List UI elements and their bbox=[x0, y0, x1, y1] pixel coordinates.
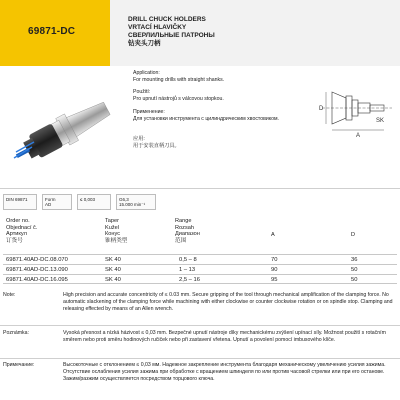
note-text-cz: Vysoká přesnost a nízká házivost ≤ 0,03 mm. Bezpečné upnutí nástroje díky mechanickému zvýšení upínací síly. Možnost použití s rotačním směrem nebo proti směru hodinových ručiček nebo při zastavení vřetena. Upnutí a povolení pomocí imbusového klíče. bbox=[63, 330, 386, 344]
note-label-en: Note: bbox=[3, 292, 16, 298]
desc-text-cn: 用于安装直柄刀具。 bbox=[133, 143, 180, 149]
header-order-ru: Артикул bbox=[6, 231, 27, 237]
form-badge-line1: Form bbox=[45, 197, 56, 202]
cell-a: 95 bbox=[271, 277, 278, 283]
header-range bbox=[175, 218, 200, 253]
title-ru: СВЕРЛИЛЬНЫЕ ПАТРОНЫ bbox=[128, 32, 215, 39]
runout-badge bbox=[77, 194, 111, 210]
table-row bbox=[3, 264, 397, 274]
balance-badge-line1: G6,3 bbox=[119, 197, 129, 202]
standard-badge-text: DIN 69871 bbox=[6, 197, 28, 202]
header-range-cz: Rozsah bbox=[175, 224, 194, 231]
header-order-cz: Objednací č. bbox=[6, 224, 38, 231]
header-range-cn: 范围 bbox=[175, 237, 187, 244]
balance-badge bbox=[116, 194, 156, 210]
product-code: 69871-DC bbox=[28, 26, 76, 37]
cell-range: 2,5 – 16 bbox=[179, 277, 200, 283]
standard-badge bbox=[3, 194, 37, 210]
header-order bbox=[6, 218, 37, 253]
product-photo bbox=[8, 84, 126, 174]
header-taper-en: Taper bbox=[105, 218, 119, 224]
header-range-ru: Диапазон bbox=[175, 231, 200, 237]
note-label-ru: Примечание: bbox=[3, 362, 35, 368]
cell-range: 0,5 – 8 bbox=[179, 257, 197, 263]
header-taper-ru: Конус bbox=[105, 231, 120, 237]
cell-order: 69871.40AD-DC.16.095 bbox=[6, 277, 68, 283]
note-label-cz: Poznámka: bbox=[3, 330, 29, 336]
balance-badge-line2: 15.000 min⁻¹ bbox=[119, 202, 146, 207]
desc-text-cz: Pro upnutí nástrojů s válcovou stopkou. bbox=[133, 96, 224, 102]
order-table bbox=[3, 218, 397, 290]
drawing-label-d: D bbox=[319, 106, 324, 112]
note-text-ru: Высокоточные с отклонением ≤ 0,03 мм. Надежное закрепление инструмента благодаря механическому увеличению усилия зажима. Отсутствие ослабления усилия зажима при обработке с вращением шпинделя по или против часовой стрелки или при его останове. Зажим/разжим осуществляется посредством торцового ключа. bbox=[63, 362, 386, 383]
desc-label-ru: Применение: bbox=[133, 109, 165, 115]
runout-badge-text: ≤ 0,003 bbox=[80, 197, 95, 202]
cell-d: 50 bbox=[351, 277, 358, 283]
cell-order: 69871.40AD-DC.08.070 bbox=[6, 257, 68, 263]
divider-top bbox=[0, 188, 400, 189]
cell-d: 50 bbox=[351, 267, 358, 273]
cell-taper: SK 40 bbox=[105, 277, 121, 283]
cell-a: 70 bbox=[271, 257, 278, 263]
header-taper-cz: Kužel bbox=[105, 224, 119, 231]
header-order-en: Order no. bbox=[6, 218, 30, 224]
title-cz: VRTACÍ HLAVIČKY bbox=[128, 24, 187, 31]
title-area bbox=[110, 0, 400, 66]
cell-d: 36 bbox=[351, 257, 358, 263]
table-row bbox=[3, 254, 397, 264]
header-taper-cn: 锥柄类型 bbox=[105, 237, 128, 244]
note-text-en: High precision and accurate concentricity of ≤ 0.03 mm. Secure gripping of the tool through mechanical amplification of the clamping force. No automatic slackening of the clamping force while machining with either clockwise or counter clockwise rotation or on spindle stop. Clamping and releasing effected by means of an Allen wrench. bbox=[63, 292, 393, 313]
form-badge-line2: AD bbox=[45, 202, 52, 207]
technical-drawing bbox=[302, 70, 398, 170]
header-taper bbox=[105, 218, 127, 253]
header-a: A bbox=[271, 232, 275, 238]
cell-a: 90 bbox=[271, 267, 278, 273]
header-range-en: Range bbox=[175, 218, 192, 224]
desc-label-cn: 应用: bbox=[133, 136, 145, 142]
header-d: D bbox=[351, 232, 356, 238]
drawing-label-sk: SK bbox=[376, 118, 385, 124]
header-order-cn: 订货号 bbox=[6, 237, 23, 244]
desc-label-en: Application: bbox=[133, 70, 160, 76]
desc-label-cz: Použití: bbox=[133, 89, 151, 95]
drawing-label-a: A bbox=[356, 133, 361, 139]
cell-taper: SK 40 bbox=[105, 267, 121, 273]
cell-range: 1 – 13 bbox=[179, 267, 196, 273]
product-code-box bbox=[0, 0, 110, 66]
desc-text-ru: Для установки инструмента с цилиндрическим хвостовиком. bbox=[133, 116, 279, 122]
form-badge bbox=[42, 194, 72, 210]
title-cn: 钻夹头刀柄 bbox=[128, 40, 161, 47]
title-en: DRILL CHUCK HOLDERS bbox=[128, 16, 206, 23]
desc-text-en: For mounting drills with straight shanks. bbox=[133, 77, 225, 83]
cell-taper: SK 40 bbox=[105, 257, 121, 263]
header-bar bbox=[0, 0, 400, 66]
divider-note-1 bbox=[0, 325, 400, 326]
cell-order: 69871.40AD-DC.13.090 bbox=[6, 267, 68, 273]
table-row bbox=[3, 274, 397, 284]
divider-note-2 bbox=[0, 358, 400, 359]
